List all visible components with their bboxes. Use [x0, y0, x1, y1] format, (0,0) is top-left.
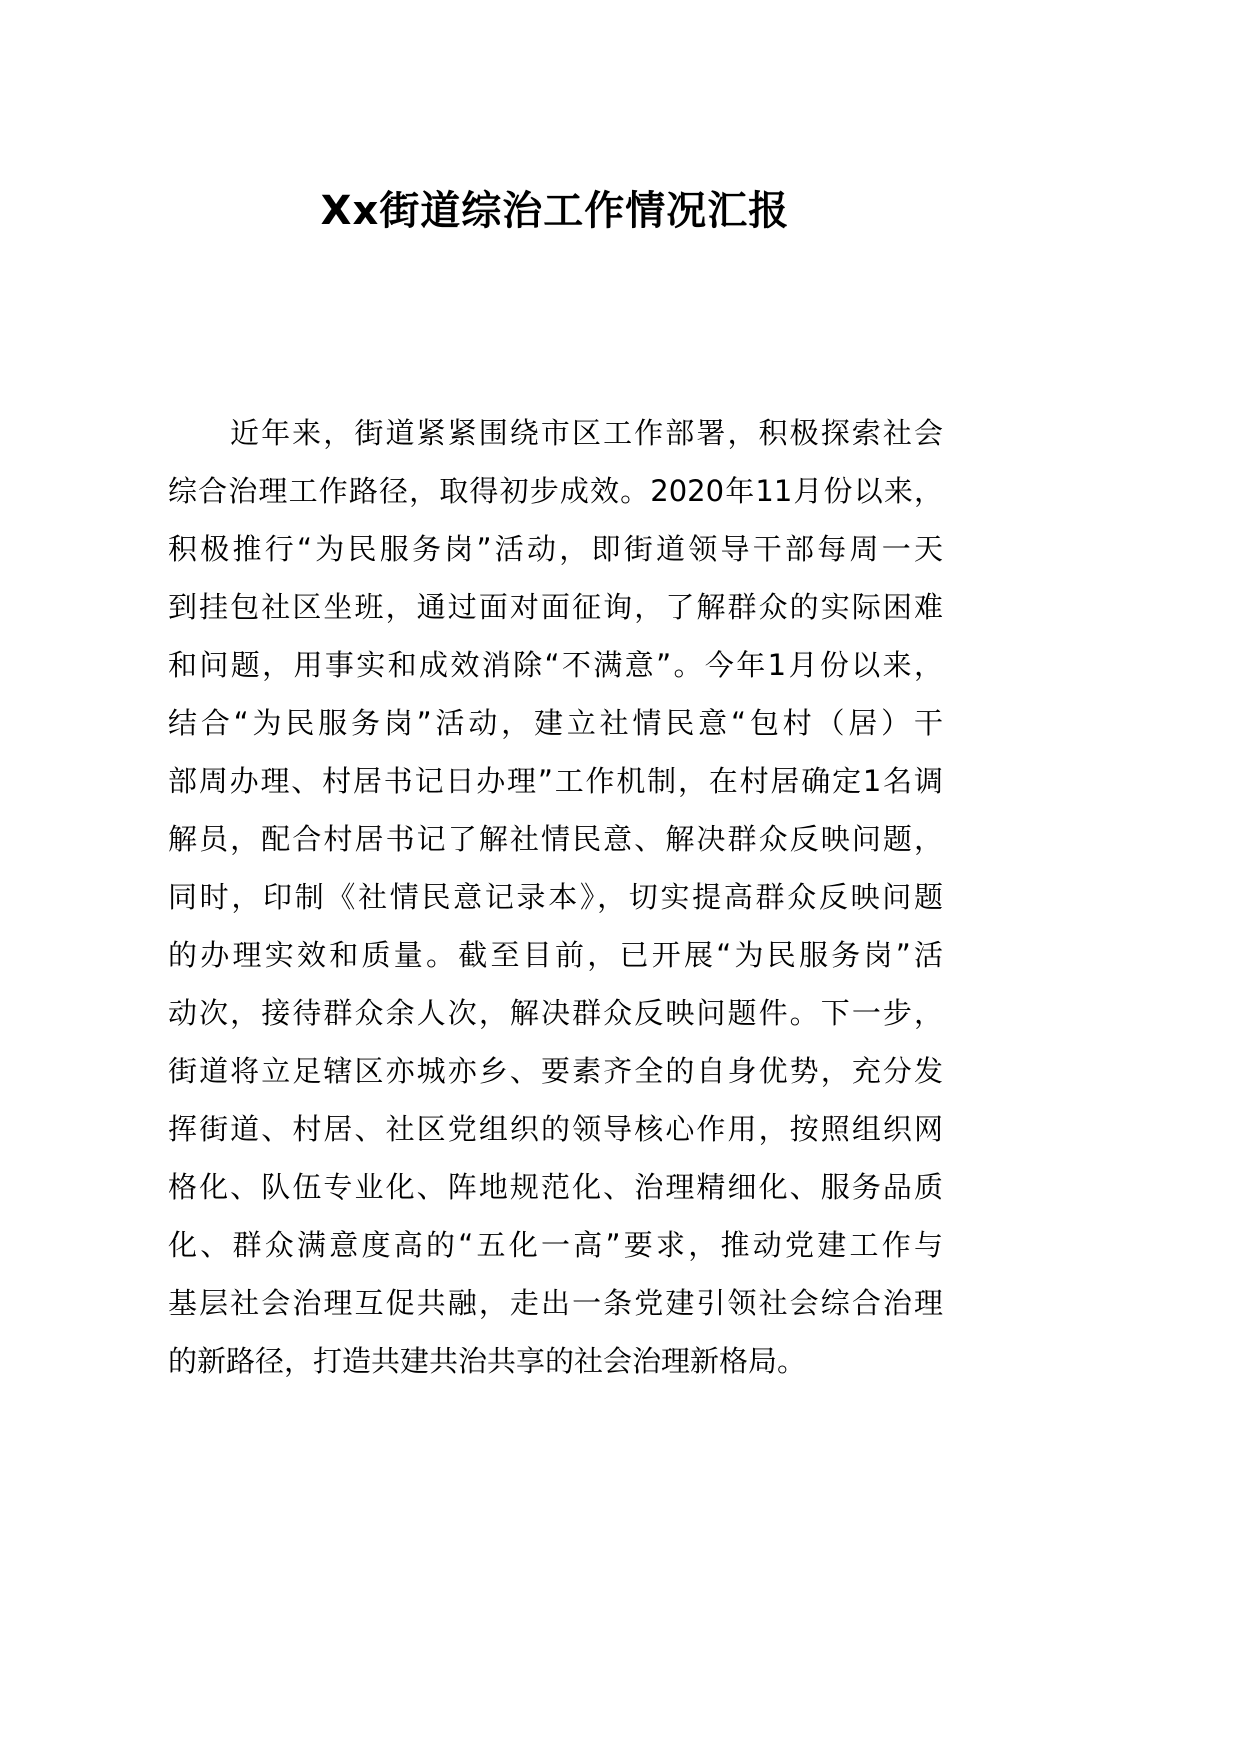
paragraph-line: 到挂包社区坐班，通过面对面征询，了解群众的实际困难: [168, 590, 943, 624]
paragraph-line: 的办理实效和质量。截至目前，已开展“为民服务岗”活: [168, 938, 943, 972]
paragraph-line: 解员，配合村居书记了解社情民意、解决群众反映问题，: [168, 822, 943, 856]
paragraph-line: 挥街道、村居、社区党组织的领导核心作用，按照组织网: [168, 1112, 943, 1146]
paragraph-line: 化、群众满意度高的“五化一高”要求，推动党建工作与: [168, 1228, 943, 1262]
paragraph-line: 积极推行“为民服务岗”活动，即街道领导干部每周一天: [168, 532, 943, 566]
paragraph-line: 基层社会治理互促共融，走出一条党建引领社会综合治理: [168, 1286, 943, 1320]
paragraph-line: 格化、队伍专业化、阵地规范化、治理精细化、服务品质: [168, 1170, 943, 1204]
paragraph-line: 和问题，用事实和成效消除“不满意”。今年1月份以来，: [168, 648, 943, 682]
paragraph-line: 同时，印制《社情民意记录本》，切实提高群众反映问题: [168, 880, 943, 914]
paragraph-line: 的新路径，打造共建共治共享的社会治理新格局。: [168, 1344, 807, 1378]
paragraph-line: 综合治理工作路径，取得初步成效。2020年11月份以来，: [168, 474, 943, 508]
document-title: Xx街道综治工作情况汇报: [320, 188, 790, 234]
paragraph-line: 结合“为民服务岗”活动，建立社情民意“包村（居）干: [168, 706, 943, 740]
paragraph-line: 部周办理、村居书记日办理”工作机制，在村居确定1名调: [168, 764, 943, 798]
paragraph-line: 街道将立足辖区亦城亦乡、要素齐全的自身优势，充分发: [168, 1054, 943, 1088]
body-paragraph: [168, 404, 943, 1390]
paragraph-line: 近年来，街道紧紧围绕市区工作部署，积极探索社会: [230, 416, 943, 450]
paragraph-line: 动次，接待群众余人次，解决群众反映问题件。下一步，: [168, 996, 943, 1030]
